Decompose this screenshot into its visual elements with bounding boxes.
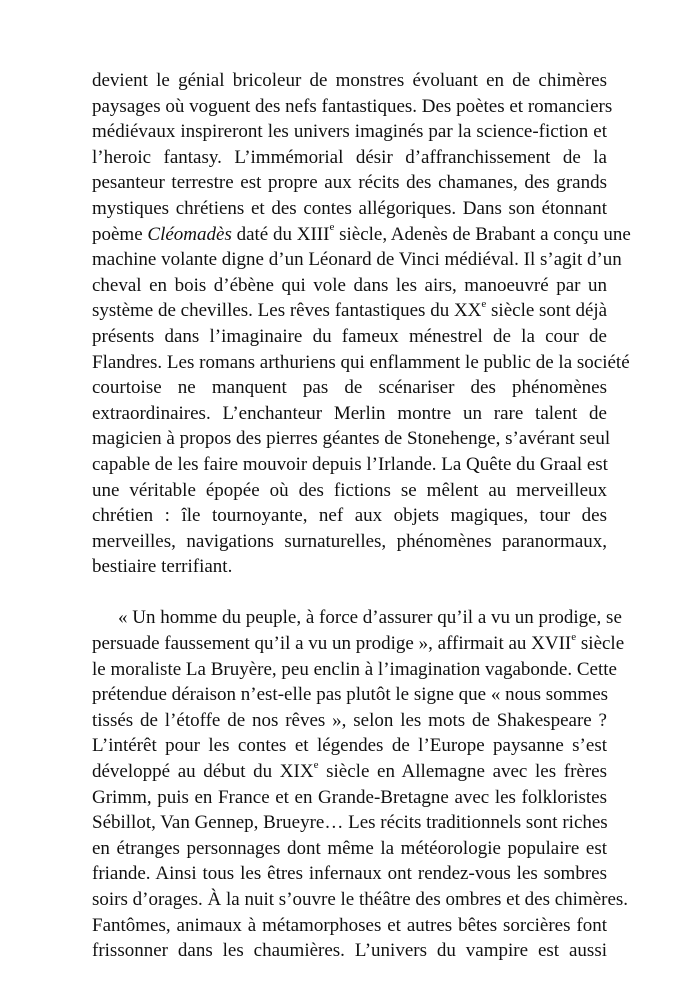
text-line: cheval en bois d’ébène qui vole dans les airs, manoeuvré par un [92,274,607,296]
text-line: Fantômes, animaux à métamorphoses et autres bêtes sorcières font [92,914,607,936]
text-line: tissés de l’étoffe de nos rêves », selon les mots de Shakespeare ? [92,709,607,731]
text-line: médiévaux inspireront les univers imaginés par la science-fiction et [92,121,607,143]
book-title: Cléomadès [147,223,232,245]
text-line: chrétien : île tournoyante, nef aux objets magiques, tour des [92,505,607,527]
text-line: prétendue déraison n’est-elle pas plutôt le signe que « nous sommes [92,684,609,706]
text-line: pesanteur terrestre est propre aux récits des chamanes, des grands [92,172,607,194]
text-line: Sébillot, Van Gennep, Brueyre… Les récits traditionnels sont riches [92,812,608,834]
text-line: frissonner dans les chaumières. L’univers du vampire est aussi [92,940,607,962]
text-fragment: siècle, Adenès de Brabant a conçu une [334,223,631,245]
text-line [92,298,607,324]
text-line: « Un homme du peuple, à force d’assurer qu’il a vu un prodige, se [118,607,622,629]
text-line: mystiques chrétiens et des contes allégoriques. Dans son étonnant [92,197,607,219]
paragraph-2 [92,605,629,963]
text-line: Grimm, puis en France et en Grande-Bretagne avec les folkloristes [92,786,607,808]
text-line: merveilles, navigations surnaturelles, phénomènes paranormaux, [92,530,607,552]
text-line: Flandres. Les romans arthuriens qui enflamment le public de la société [92,351,630,373]
text-line: devient le génial bricoleur de monstres évoluant en de chimères [92,70,607,91]
text-line: friande. Ainsi tous les êtres infernaux ont rendez-vous les sombres [92,863,607,885]
text-line: présents dans l’imaginaire du fameux ménestrel de la cour de [92,325,607,347]
text-line: le moraliste La Bruyère, peu enclin à l’imagination vagabonde. Cette [92,658,617,680]
text-line [92,630,625,657]
text-line [92,759,607,785]
text-fragment: système de chevilles. Les rêves fantastiques du XX [92,300,482,322]
text-line: courtoise ne manquent pas de scénariser des phénomènes [92,377,607,399]
text-fragment: siècle [576,633,625,655]
text-fragment: siècle sont déjà [486,300,608,322]
text-line: extraordinaires. L’enchanteur Merlin montre un rare talent de [92,402,607,424]
superscript: e [313,758,319,771]
text-line: capable de les faire mouvoir depuis l’Irlande. La Quête du Graal est [92,453,608,475]
text-line: paysages où voguent des nefs fantastiques. Des poètes et romanciers [92,95,613,117]
paragraph-1 [92,68,631,580]
document-page [92,68,631,964]
text-fragment: poème [92,223,148,245]
text-fragment: daté du XIII [231,223,330,245]
superscript: e [329,221,335,234]
text-line: L’intérêt pour les contes et légendes de l’Europe paysanne s’est [92,735,607,757]
superscript: e [481,298,487,311]
paragraph-gap [92,580,607,606]
text-fragment: développé au début du XIX [92,761,314,783]
text-line: soirs d’orages. À la nuit s’ouvre le théâtre des ombres et des chimères. [92,889,629,910]
text-line: en étranges personnages dont même la météorologie populaire est [92,837,607,859]
text-fragment: persuade faussement qu’il a vu un prodige », affirmait au XVII [92,633,572,655]
text-fragment: siècle en Allemagne avec les frères [318,761,608,783]
text-line [92,221,631,248]
text-line: une véritable épopée où des fictions se mêlent au merveilleux [92,479,607,501]
text-line: magicien à propos des pierres géantes de Stonehenge, s’avérant seul [92,428,611,450]
text-line: bestiaire terrifiant. [92,556,233,578]
text-line: machine volante digne d’un Léonard de Vinci médiéval. Il s’agit d’un [92,249,622,271]
superscript: e [571,630,577,643]
text-line: l’heroic fantasy. L’immémorial désir d’affranchissement de la [92,146,607,168]
